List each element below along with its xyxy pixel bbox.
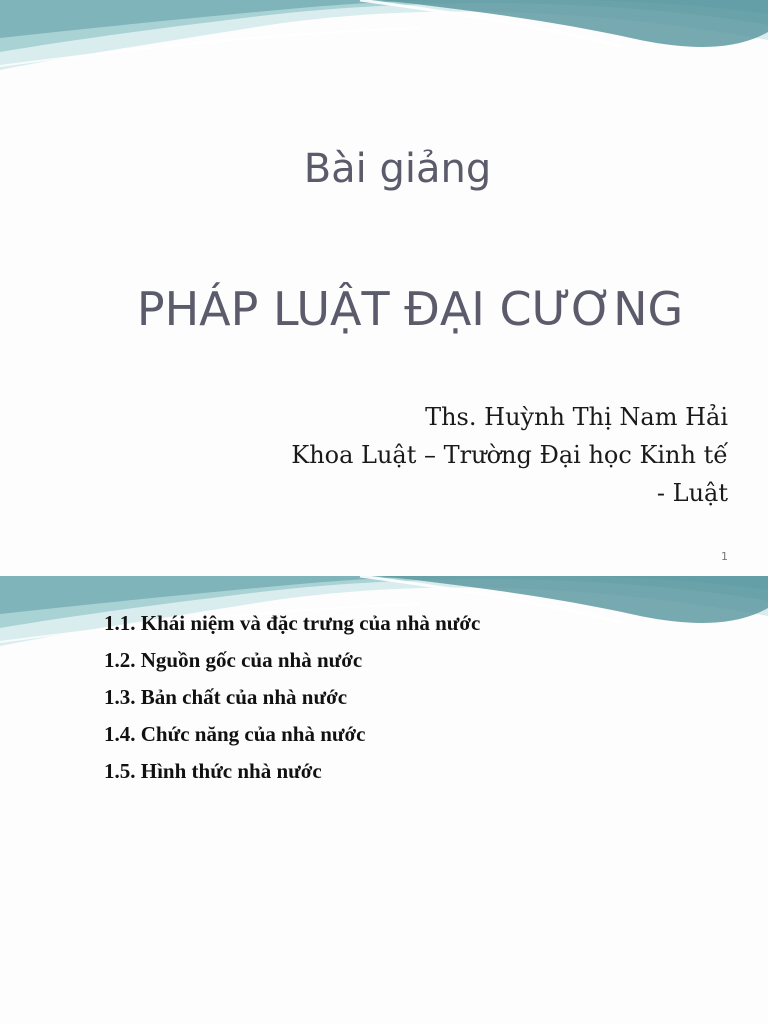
wave-decoration [0,0,768,90]
main-title: PHÁP LUẬT ĐẠI CƯƠNG [136,282,684,336]
toc-item: 1.3. Bản chất của nhà nước [104,685,348,709]
subtitle-heading: Bài giảng [303,146,492,192]
toc-item: 1.1. Khái niệm và đặc trưng của nhà nước [104,611,481,635]
toc-item: 1.2. Nguồn gốc của nhà nước [104,648,363,672]
author-affiliation: Khoa Luật – Trường Đại học Kinh tế [291,441,728,469]
toc-item: 1.5. Hình thức nhà nước [104,759,322,783]
toc-item: 1.4. Chức năng của nhà nước [104,722,366,746]
author-name: Ths. Huỳnh Thị Nam Hải [425,403,728,431]
slide-number: 1 [721,550,728,563]
toc-slide [0,576,768,1024]
author-affiliation-cont: - Luật [656,479,728,507]
toc-list [104,608,480,793]
author-block [168,398,728,512]
